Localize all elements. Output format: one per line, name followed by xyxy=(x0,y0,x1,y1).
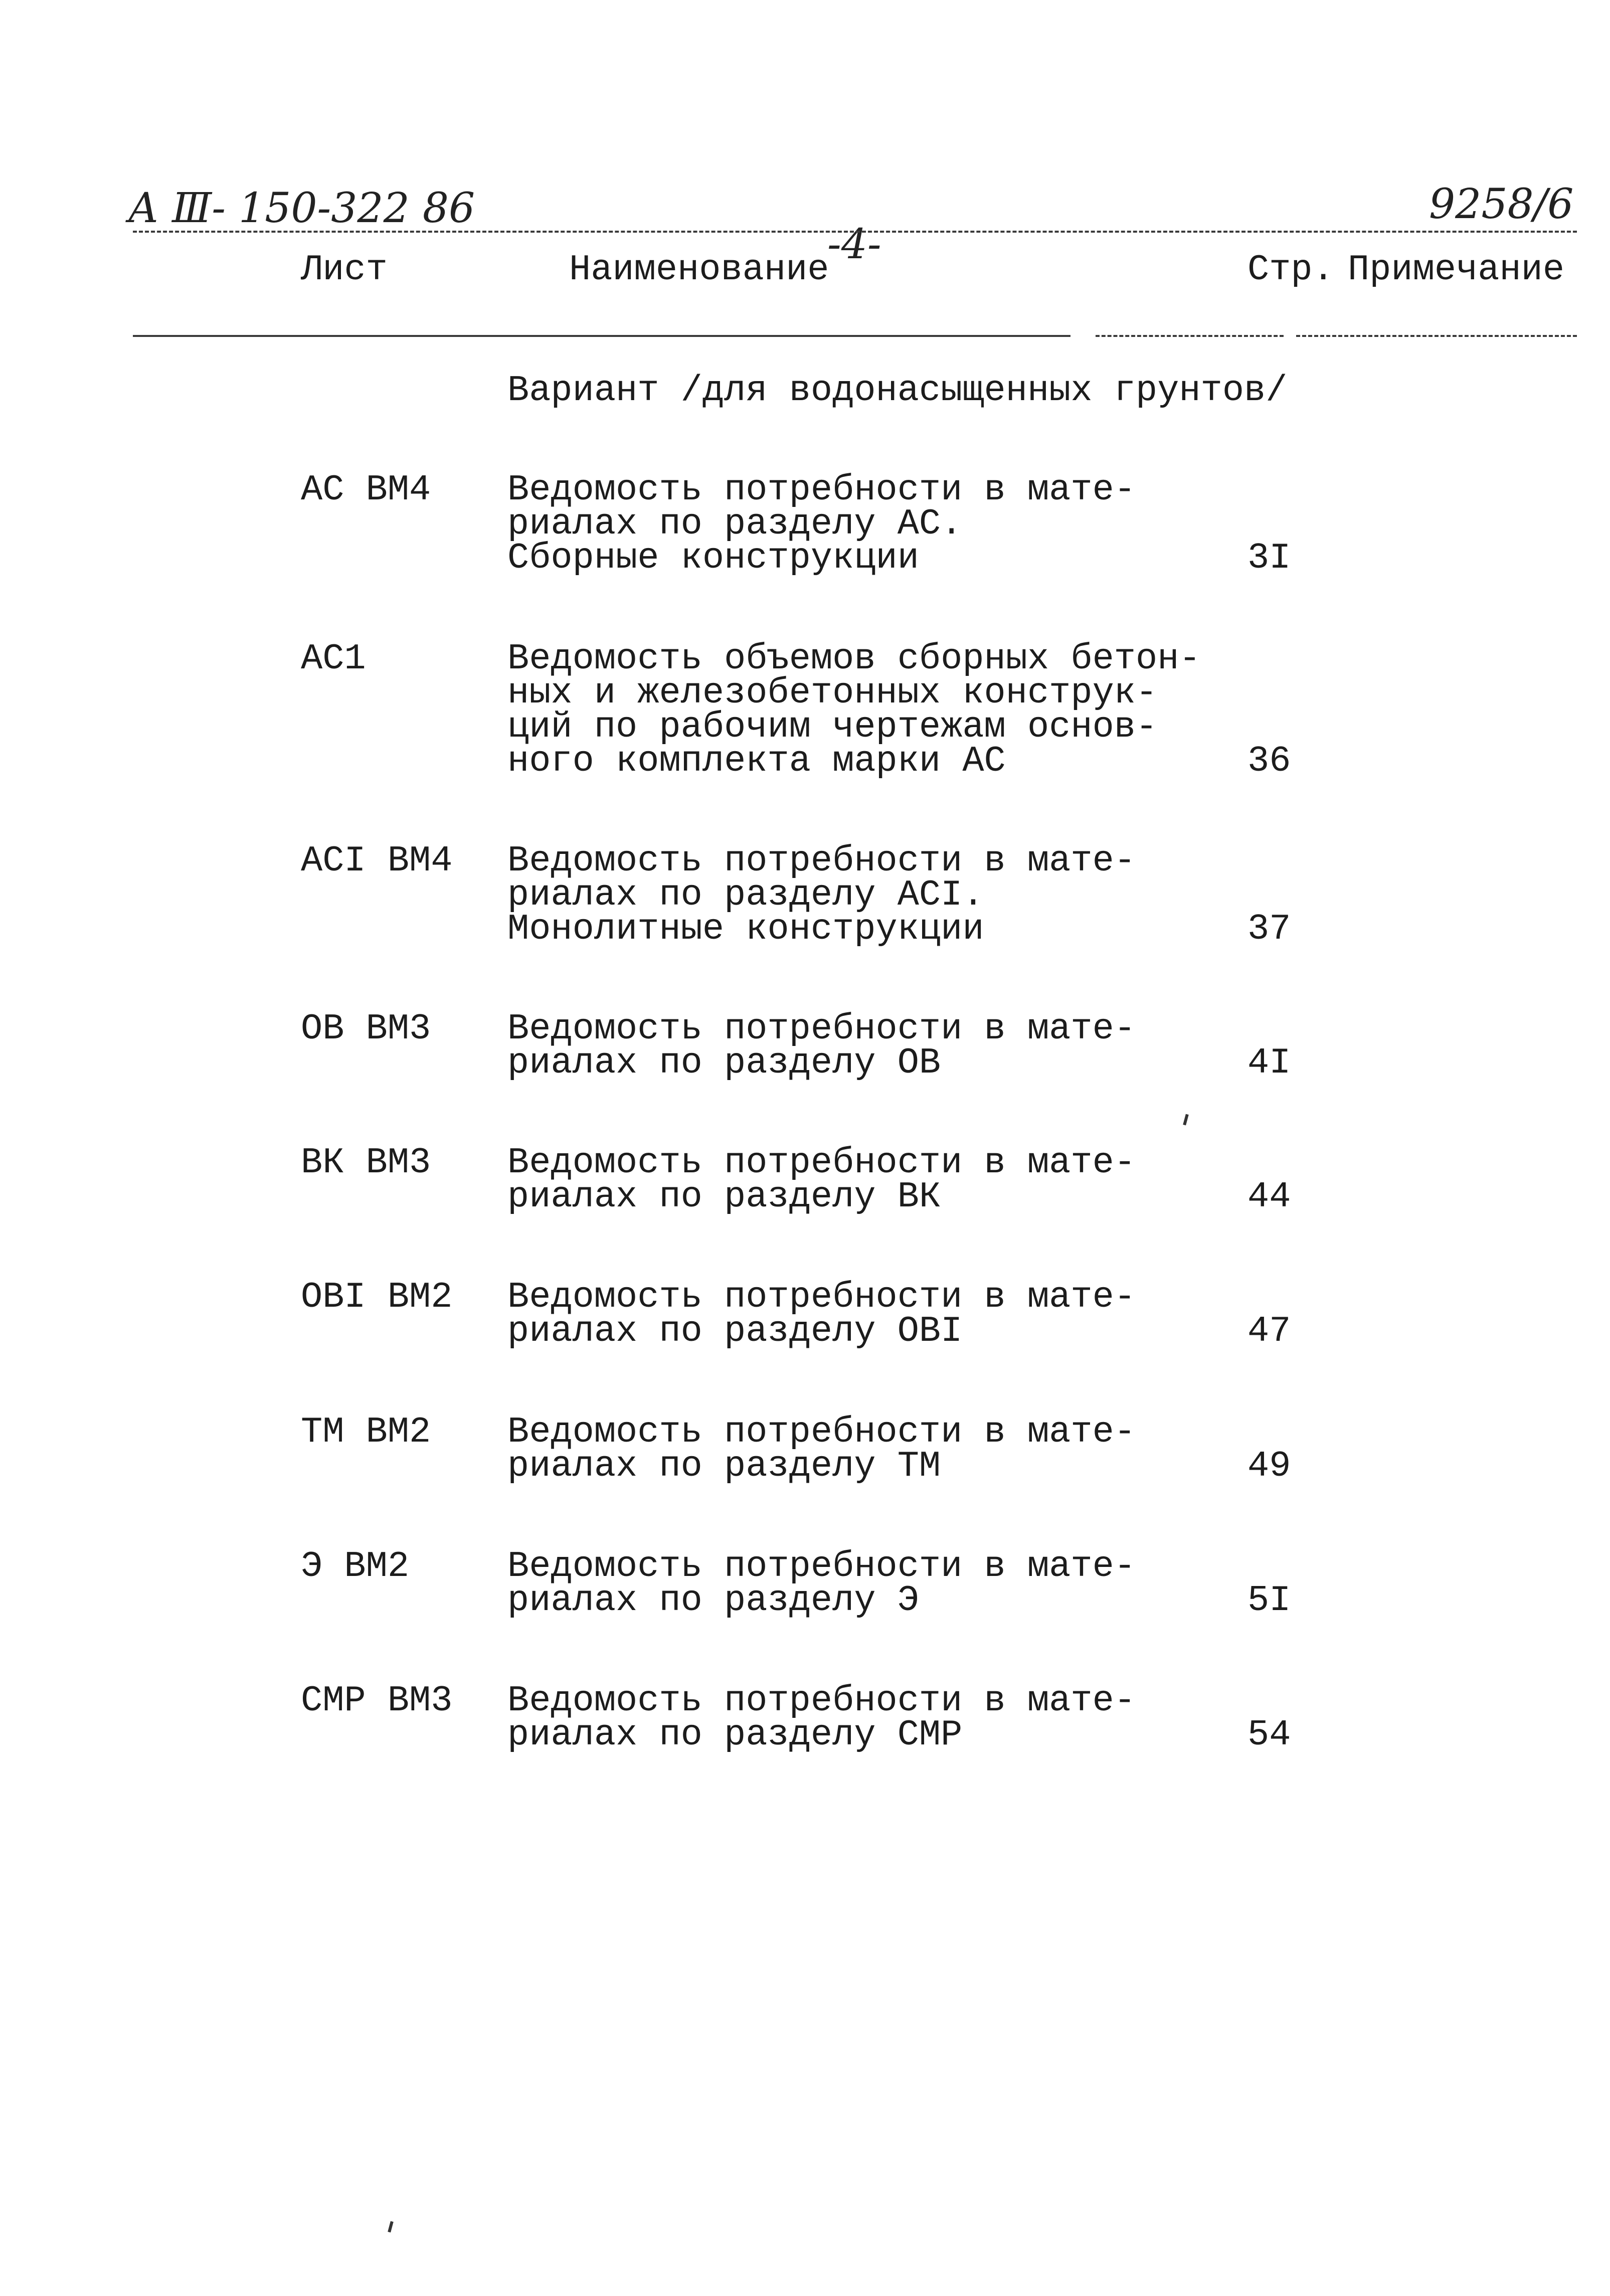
header-rule-top xyxy=(133,231,1577,233)
description-line: Ведомость потребности в мате- xyxy=(507,1142,1136,1183)
description-line: риалах по разделу ВК xyxy=(507,1176,941,1217)
column-header-page: Стр. xyxy=(1247,249,1334,290)
header-rule-bottom-note xyxy=(1296,335,1577,337)
header-rule-bottom xyxy=(133,335,1070,337)
page-ref: 36 xyxy=(1247,741,1291,782)
entry-description xyxy=(507,469,1136,579)
page-ref: 54 xyxy=(1247,1714,1291,1755)
description-line: ций по рабочим чертежам основ- xyxy=(507,707,1158,748)
description-line: Ведомость потребности в мате- xyxy=(507,1680,1136,1721)
sheet-code: Э ВМ2 xyxy=(301,1546,410,1587)
description-line: Ведомость потребности в мате- xyxy=(507,1277,1136,1318)
sheet-code: ВК ВМ3 xyxy=(301,1142,431,1183)
entry-description xyxy=(507,1277,1136,1352)
sheet-code: АС ВМ4 xyxy=(301,469,431,510)
entry-description xyxy=(507,1008,1136,1084)
description-line: Ведомость потребности в мате- xyxy=(507,1411,1136,1453)
column-header-sheet: Лист xyxy=(301,249,388,290)
description-line: Ведомость потребности в мате- xyxy=(507,840,1136,881)
entry-description xyxy=(507,1411,1136,1487)
description-line: ных и железобетонных конструк- xyxy=(507,672,1158,714)
page-ref: 44 xyxy=(1247,1176,1291,1217)
description-line: Ведомость потребности в мате- xyxy=(507,469,1136,510)
description-line: Ведомость потребности в мате- xyxy=(507,1546,1136,1587)
sheet-code: ОВI ВМ2 xyxy=(301,1277,453,1318)
column-header-name: Наименование xyxy=(569,249,829,290)
scan-speck xyxy=(1183,1114,1188,1126)
description-line: риалах по разделу АС. xyxy=(507,503,963,545)
page-number: -4- xyxy=(827,221,881,268)
entry-description xyxy=(507,840,1136,950)
description-line: риалах по разделу Э xyxy=(507,1580,919,1621)
page-ref: 49 xyxy=(1247,1446,1291,1487)
description-line: Ведомость объемов сборных бетон- xyxy=(507,638,1201,679)
sheet-code: СМР ВМ3 xyxy=(301,1680,453,1721)
sheet-code: ОВ ВМ3 xyxy=(301,1008,431,1049)
page-ref: 3I xyxy=(1247,538,1291,579)
description-line: Монолитные конструкции xyxy=(507,909,984,950)
column-header-note: Примечание xyxy=(1348,249,1565,290)
section-title: Вариант /для водонасыщенных грунтов/ xyxy=(507,370,1288,411)
sheet-code: ТМ ВМ2 xyxy=(301,1411,431,1453)
description-line: риалах по разделу СМР xyxy=(507,1714,963,1755)
description-line: Сборные конструкции xyxy=(507,538,919,579)
description-line: Ведомость потребности в мате- xyxy=(507,1008,1136,1049)
document-code: А Ⅲ- 150-322 86 xyxy=(128,185,475,232)
sheet-code: АС1 xyxy=(301,638,366,679)
description-line: ного комплекта марки АС xyxy=(507,741,1006,782)
description-line: риалах по разделу ТМ xyxy=(507,1446,941,1487)
scan-speck xyxy=(388,2221,393,2233)
description-line: риалах по разделу ОВI xyxy=(507,1311,963,1352)
page-ref: 4I xyxy=(1247,1042,1291,1084)
entry-description xyxy=(507,1142,1136,1217)
page-ref: 37 xyxy=(1247,909,1291,950)
entry-description xyxy=(507,1546,1136,1621)
header-rule-bottom-page xyxy=(1096,335,1284,337)
description-line: риалах по разделу ОВ xyxy=(507,1042,941,1084)
entry-description xyxy=(507,638,1201,782)
entry-description xyxy=(507,1680,1136,1755)
description-line: риалах по разделу АСI. xyxy=(507,874,984,916)
inventory-number: 9258/6 xyxy=(1429,181,1574,228)
sheet-code: АСI ВМ4 xyxy=(301,840,453,881)
page-ref: 47 xyxy=(1247,1311,1291,1352)
page-ref: 5I xyxy=(1247,1580,1291,1621)
